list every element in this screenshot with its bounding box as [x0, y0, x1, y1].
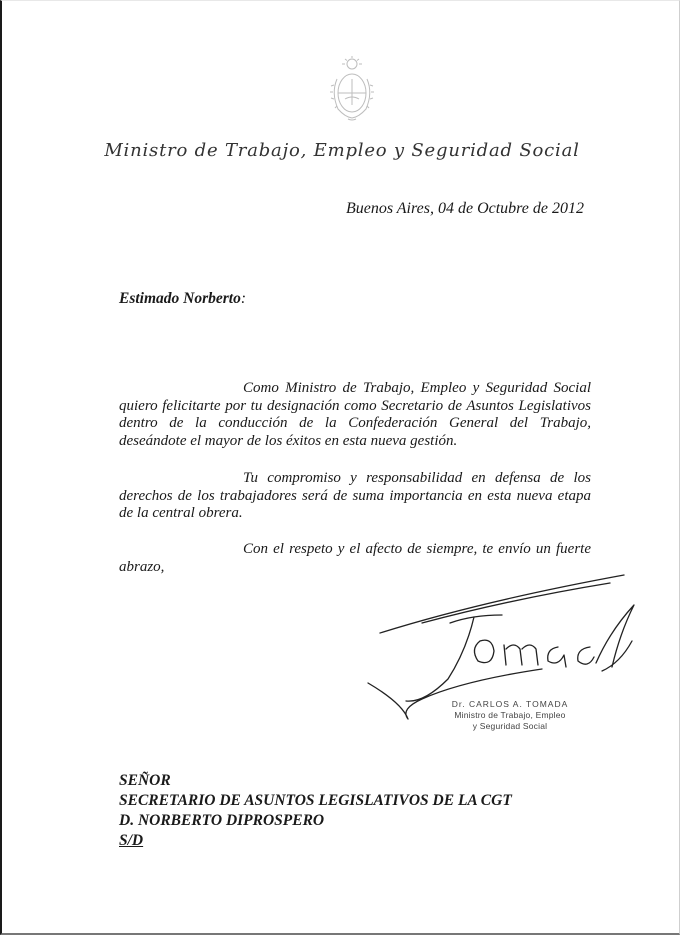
addressee-line-3: D. NORBERTO DIPROSPERO	[119, 812, 325, 829]
body-paragraph-1: Como Ministro de Trabajo, Empleo y Seguridad Social quiero felicitarte por tu designación como Secretario de Asuntos Legislativos dentro de la conducción de la Confederación General del Trabajo, deseándote el mayor de los éxitos en esta nueva gestión.	[119, 380, 591, 449]
signer-role-line-2: y Seguridad Social	[472, 721, 548, 731]
greeting-name: Estimado Norberto	[119, 290, 241, 307]
body-paragraph-2: Tu compromiso y responsabilidad en defensa de los derechos de los trabajadores será de suma importancia en esta nueva etapa de la central obrera.	[119, 470, 591, 521]
addressee-block	[119, 771, 512, 851]
ministry-letterhead: Ministro de Trabajo, Empleo y Seguridad Social	[104, 140, 580, 161]
addressee-line-4: S/D	[119, 832, 144, 849]
coat-of-arms-icon	[328, 55, 376, 123]
signer-role-line-1: Ministro de Trabajo, Empleo	[454, 710, 566, 720]
signer-name: Dr. CARLOS A. TOMADA	[451, 699, 569, 709]
addressee-line-2: SECRETARIO DE ASUNTOS LEGISLATIVOS DE LA CGT	[119, 792, 512, 809]
addressee-line-1: SEÑOR	[119, 772, 171, 789]
body-paragraph-3: Con el respeto y el afecto de siempre, te envío un fuerte abrazo,	[119, 541, 591, 575]
signer-stamp	[450, 699, 570, 732]
greeting	[119, 290, 246, 308]
date-line: Buenos Aires, 04 de Octubre de 2012	[345, 200, 584, 217]
greeting-punctuation: :	[240, 290, 247, 307]
